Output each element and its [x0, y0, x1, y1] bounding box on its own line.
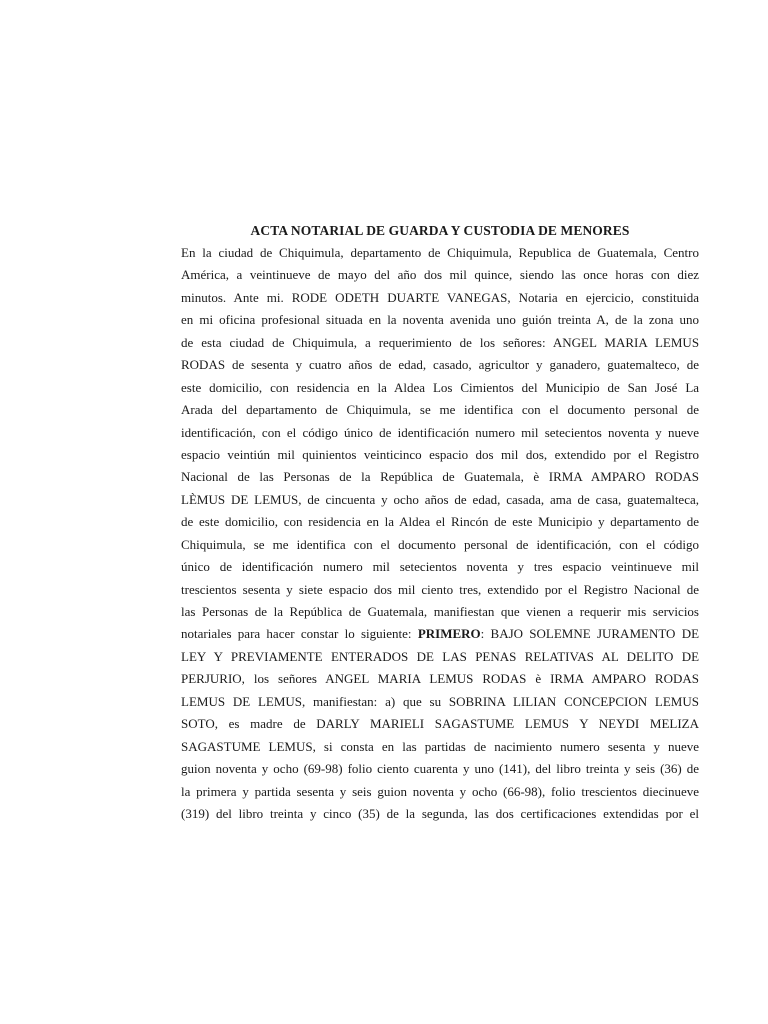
body-line: En la ciudad de Chiquimula, departamento de Chiquimula, Republica de Guatemala, Centro	[181, 245, 699, 260]
body-line: este domicilio, con residencia en la Aldea Los Cimientos del Municipio de San José La	[181, 379, 699, 395]
body-line: identificación, con el código único de identificación numero mil setecientos noventa y nueve	[181, 424, 699, 440]
primero-prefix: notariales para hacer constar lo siguiente:	[181, 626, 418, 642]
body-line: (319) del libro treinta y cinco (35) de la segunda, las dos certificaciones extendidas por el	[181, 805, 699, 821]
body-line: LEY Y PREVIAMENTE ENTERADOS DE LAS PENAS RELATIVAS AL DELITO DE	[181, 648, 699, 664]
body-line-primero	[181, 623, 699, 645]
body-line: América, a veintinueve de mayo del año dos mil quince, siendo las once horas con diez	[181, 267, 699, 283]
body-line: en mi oficina profesional situada en la noventa avenida uno guión treinta A, de la zona uno	[181, 312, 699, 328]
body-line: único de identificación numero mil setecientos noventa y tres espacio veintinueve mil	[181, 559, 699, 575]
body-line: espacio veintiún mil quinientos veinticinco espacio dos mil dos, extendido por el Registro	[181, 446, 699, 462]
body-line: minutos. Ante mi. RODE ODETH DUARTE VANEGAS, Notaria en ejercicio, constituida	[181, 289, 699, 305]
body-line: SOTO, es madre de DARLY MARIELI SAGASTUME LEMUS Y NEYDI MELIZA	[181, 716, 699, 732]
body-line: Nacional de las Personas de la República de Guatemala, è IRMA AMPARO RODAS	[181, 469, 699, 485]
body-line: SAGASTUME LEMUS, si consta en las partidas de nacimiento numero sesenta y nueve	[181, 738, 699, 754]
body-line: trescientos sesenta y siete espacio dos mil ciento tres, extendido por el Registro Nacional de	[181, 581, 699, 597]
body-line: la primera y partida sesenta y seis guion noventa y ocho (66-98), folio trescientos diecinueve	[181, 783, 699, 799]
body-line: las Personas de la República de Guatemala, manifiestan que vienen a requerir mis servicios	[181, 604, 699, 619]
body-line: LEMUS DE LEMUS, manifiestan: a) que su SOBRINA LILIAN CONCEPCION LEMUS	[181, 693, 699, 709]
body-line: Chiquimula, se me identifica con el documento personal de identificación, con el código	[181, 536, 699, 552]
body-line: de este domicilio, con residencia en la Aldea el Rincón de este Municipio y departamento de	[181, 514, 699, 530]
primero-suffix: : BAJO SOLEMNE JURAMENTO DE	[480, 626, 699, 642]
document-body	[181, 242, 699, 825]
body-line: de esta ciudad de Chiquimula, a requerimiento de los señores: ANGEL MARIA LEMUS	[181, 334, 699, 350]
primero-heading: PRIMERO	[417, 626, 481, 642]
body-line: guion noventa y ocho (69-98) folio ciento cuarenta y uno (141), del libro treinta y seis (36) de	[181, 761, 699, 777]
body-line: PERJURIO, los señores ANGEL MARIA LEMUS RODAS è IRMA AMPARO RODAS	[181, 671, 699, 687]
body-line: LÈMUS DE LEMUS, de cincuenta y ocho años de edad, casada, ama de casa, guatemalteca,	[181, 491, 699, 507]
body-line: RODAS de sesenta y cuatro años de edad, casado, agricultor y ganadero, guatemalteco, de	[181, 357, 699, 373]
document-title: ACTA NOTARIAL DE GUARDA Y CUSTODIA DE MENORES	[250, 223, 630, 238]
body-line: Arada del departamento de Chiquimula, se me identifica con el documento personal de	[181, 402, 699, 418]
